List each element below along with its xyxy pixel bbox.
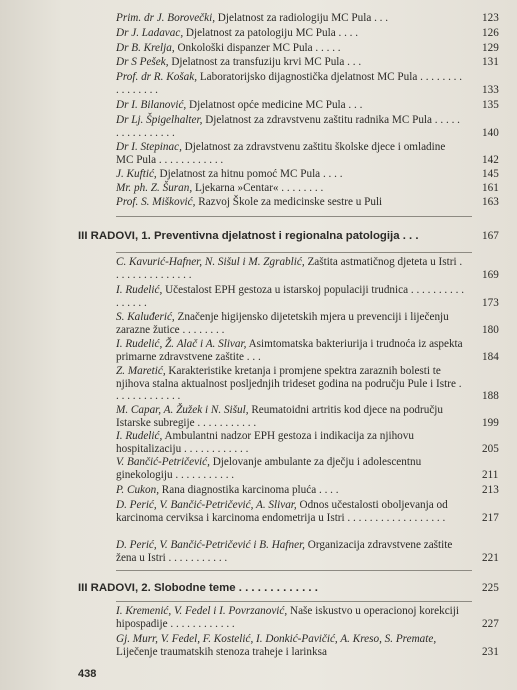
toc-entry bbox=[116, 430, 499, 455]
entry-page-number: 161 bbox=[482, 182, 499, 194]
entry-authors: P. Cukon, bbox=[116, 484, 159, 496]
toc-entry bbox=[116, 141, 499, 166]
toc-entry bbox=[116, 284, 499, 309]
entry-authors: Dr Lj. Špigelhalter, bbox=[116, 114, 203, 126]
entry-title: Djelatnost za zdravstvenu zaštitu radnika MC Pula . . . . . . . . . . . . . . . . bbox=[116, 114, 460, 139]
entry-title: Liječenje traumatskih stenoza traheje i larinksa bbox=[116, 645, 327, 658]
toc-entry bbox=[116, 311, 499, 336]
toc-entry bbox=[116, 633, 499, 658]
divider bbox=[116, 252, 472, 253]
toc-entry bbox=[116, 12, 499, 25]
entry-authors: Mr. ph. Z. Šuran, bbox=[116, 182, 193, 194]
entry-authors: S. Kaluđerić, bbox=[116, 311, 175, 323]
entry-page-number: 123 bbox=[482, 12, 499, 24]
toc-entry bbox=[116, 456, 499, 481]
entry-title: Odnos učestalosti oboljevanja od karcinoma cerviksa i karcinoma endometrija u Istri . . . . . . . . . . . . . . . . . . bbox=[116, 499, 448, 524]
section-heading bbox=[78, 230, 499, 243]
entry-authors: Gj. Murr, V. Fedel, F. Kostelić, I. Donkić-Pavičić, A. Kreso, S. Premate, bbox=[116, 633, 437, 645]
entry-page-number: 205 bbox=[482, 442, 499, 455]
section-heading bbox=[78, 582, 499, 595]
entry-title: Značenje higijensko dijetetskih mjera u prevenciji i liječenju zarazne žutice . . . . . . . . bbox=[116, 311, 449, 336]
entry-authors: V. Bančić-Petričević, bbox=[116, 456, 210, 468]
entry-title: Djelatnost za patologiju MC Pula . . . . bbox=[183, 27, 359, 39]
entry-authors: Dr I. Bilanović, bbox=[116, 99, 187, 111]
entry-title: Organizacija zdravstvene zaštite žena u Istri . . . . . . . . . . . bbox=[116, 539, 453, 564]
toc-entry bbox=[116, 182, 499, 195]
entry-authors: J. Kuftić, bbox=[116, 168, 157, 180]
section-title: III RADOVI, 1. Preventivna djelatnost i regionalna patologija bbox=[78, 230, 400, 242]
toc-entry bbox=[116, 196, 499, 209]
entry-page-number: 188 bbox=[482, 390, 499, 403]
toc-entry bbox=[116, 499, 499, 524]
entry-authors: I. Rudelić, bbox=[116, 430, 163, 442]
entry-page-number: 184 bbox=[482, 350, 499, 363]
toc-entry bbox=[116, 99, 499, 112]
entry-authors: D. Perić, V. Bančić-Petričević, A. Slivar, bbox=[116, 499, 297, 511]
entry-authors: D. Perić, V. Bančić-Petričević i B. Hafner, bbox=[116, 539, 305, 551]
entry-page-number: 221 bbox=[482, 551, 499, 564]
entry-page-number: 142 bbox=[482, 153, 499, 166]
entry-page-number: 227 bbox=[482, 617, 499, 630]
toc-entry bbox=[116, 42, 499, 55]
entry-title: Reumatoidni artritis kod djece na području Istarske subregije . . . . . . . . . . . bbox=[116, 404, 444, 429]
toc-entry bbox=[116, 168, 499, 181]
section-title: III RADOVI, 2. Slobodne teme bbox=[78, 582, 236, 594]
toc-entry bbox=[116, 605, 499, 630]
divider bbox=[116, 570, 472, 571]
toc-entry bbox=[116, 71, 499, 96]
toc-entry bbox=[116, 256, 499, 281]
entry-page-number: 126 bbox=[482, 27, 499, 39]
entry-page-number: 140 bbox=[482, 126, 499, 139]
toc-entry bbox=[116, 539, 499, 564]
entry-title: Djelatnost za zdravstvenu zaštitu školske djece i omladine MC Pula . . . . . . . . . . . . bbox=[116, 141, 446, 166]
entry-title: Ljekarna »Centar« . . . . . . . . bbox=[192, 182, 324, 194]
toc-entry bbox=[116, 56, 499, 69]
divider bbox=[116, 601, 472, 602]
entry-title: Djelatnost za radiologiju MC Pula . . . bbox=[215, 12, 389, 24]
entry-page-number: 135 bbox=[482, 99, 499, 111]
entry-title: Učestalost EPH gestoza u istarskoj populaciji trudnica . . . . . . . . . . . . . . . . bbox=[116, 284, 464, 309]
entry-authors: Z. Maretić, bbox=[116, 365, 166, 377]
entry-title: Djelovanje ambulante za dječju i adolescentnu ginekologiju . . . . . . . . . . . bbox=[116, 456, 422, 481]
entry-page-number: 217 bbox=[482, 511, 499, 524]
section-leader-dots: . . . bbox=[399, 230, 419, 242]
entry-authors: Dr I. Stepinac, bbox=[116, 141, 182, 153]
entry-title: Karakteristike kretanja i promjene spektra zaraznih bolesti te njihova stalna aktualnost posljednjih trideset godina na području Pule i Istre . . . . . . . . . . . . . bbox=[116, 365, 462, 403]
section-page-number: 167 bbox=[482, 230, 499, 242]
entry-authors: Dr J. Ladavac, bbox=[116, 27, 184, 39]
entry-authors: C. Kavurić-Hafner, N. Sišul i M. Zgrablić, bbox=[116, 256, 305, 268]
entry-page-number: 211 bbox=[482, 468, 499, 481]
entry-title: Rana diagnostika karcinoma pluća . . . . bbox=[159, 484, 339, 496]
entry-title: Zaštita astmatičnog djeteta u Istri . . . . . . . . . . . . . . . bbox=[116, 256, 463, 281]
entry-page-number: 145 bbox=[482, 168, 499, 180]
entry-title: Djelatnost za hitnu pomoć MC Pula . . . . bbox=[156, 168, 343, 180]
entry-title: Laboratorijsko dijagnostička djelatnost MC Pula . . . . . . . . . . . . . . . . bbox=[116, 71, 463, 96]
entry-authors: Prof. dr R. Košak, bbox=[116, 71, 198, 83]
page-folio-number: 438 bbox=[78, 668, 97, 680]
toc-entry bbox=[116, 484, 499, 497]
entry-page-number: 131 bbox=[482, 56, 499, 68]
entry-title: Djelatnost opće medicine MC Pula . . . bbox=[186, 99, 363, 111]
entry-title: Razvoj Škole za medicinske sestre u Puli bbox=[195, 196, 383, 208]
entry-title: Djelatnost za transfuziju krvi MC Pula . . . bbox=[168, 56, 362, 68]
entry-page-number: 199 bbox=[482, 416, 499, 429]
entry-page-number: 133 bbox=[482, 83, 499, 96]
entry-authors: Dr S Pešek, bbox=[116, 56, 169, 68]
entry-page-number: 180 bbox=[482, 323, 499, 336]
entry-authors: I. Kremenić, V. Fedel i I. Povrzanović, bbox=[116, 605, 288, 617]
entry-page-number: 231 bbox=[482, 645, 499, 658]
entry-title: Ambulantni nadzor EPH gestoza i indikacija za njihovu hospitalizaciju . . . . . . . . . . . . bbox=[116, 430, 414, 455]
entry-authors: Dr B. Krelja, bbox=[116, 42, 175, 54]
entry-title: Naše iskustvo u operacionoj korekciji hipospadije . . . . . . . . . . . . bbox=[116, 605, 459, 630]
toc-entry bbox=[116, 338, 499, 363]
entry-page-number: 213 bbox=[482, 484, 499, 496]
toc-entry bbox=[116, 365, 499, 403]
divider bbox=[116, 216, 472, 217]
entry-page-number: 173 bbox=[482, 296, 499, 309]
section-leader-dots: . . . . . . . . . . . . . bbox=[235, 582, 318, 594]
toc-entry bbox=[116, 114, 499, 139]
entry-page-number: 169 bbox=[482, 268, 499, 281]
entry-authors: Prim. dr J. Borovečki, bbox=[116, 12, 215, 24]
entry-title: Asimtomatska bakteriurija i trudnoća iz aspekta primarne zdravstvene zaštite . . . bbox=[116, 338, 463, 363]
entry-authors: M. Capar, A. Žužek i N. Sišul, bbox=[116, 404, 249, 416]
entry-authors: I. Rudelić, bbox=[116, 284, 163, 296]
entry-page-number: 163 bbox=[482, 196, 499, 208]
toc-entry bbox=[116, 27, 499, 40]
toc-entry bbox=[116, 404, 499, 429]
entry-title: Onkološki dispanzer MC Pula . . . . . bbox=[174, 42, 341, 54]
entry-page-number: 129 bbox=[482, 42, 499, 54]
section-page-number: 225 bbox=[482, 582, 499, 594]
entry-authors: I. Rudelić, Ž. Alač i A. Slivar, bbox=[116, 338, 247, 350]
entry-authors: Prof. S. Mišković, bbox=[116, 196, 196, 208]
